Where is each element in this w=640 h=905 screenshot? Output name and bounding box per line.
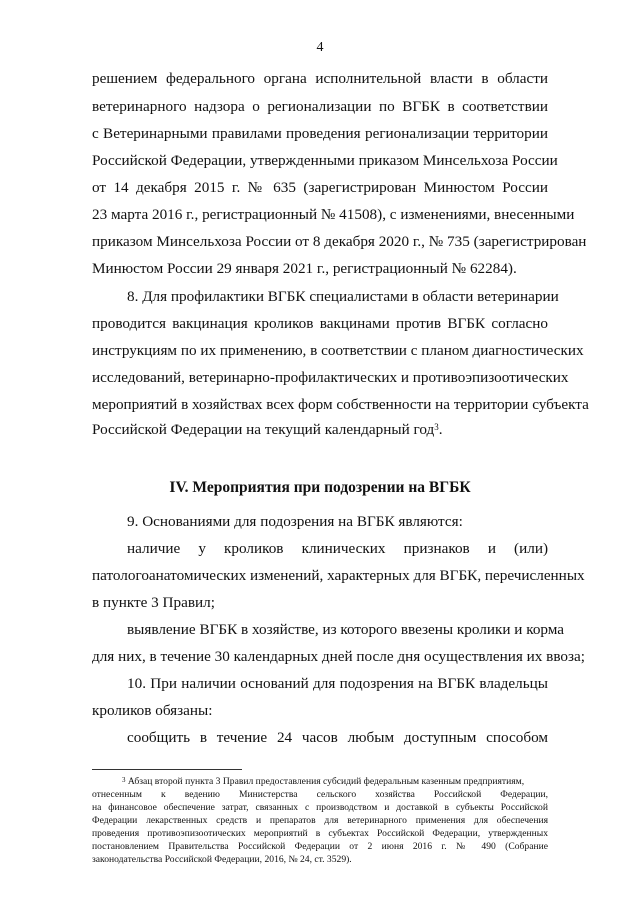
footnote-line: законодательства Российской Федерации, 2016, № 24, ст. 3529). <box>92 854 352 865</box>
text-line: проводится вакцинация кроликов вакцинами против ВГБК согласно <box>92 315 548 332</box>
footnote-line: на финансовое обеспечение затрат, связанных с производством и доставкой в субъекты Российской <box>92 802 548 813</box>
text-line: наличие у кроликов клинических признаков и (или) <box>127 540 548 557</box>
footnote-line: отнесенным к ведению Министерства сельского хозяйства Российской Федерации, <box>92 789 548 800</box>
text-line: 8. Для профилактики ВГБК специалистами в области ветеринарии <box>127 288 559 305</box>
text-segment: Абзац второй пункта 3 Правил предоставления субсидий федеральным казенным предприятиям, <box>127 776 525 787</box>
text-line: выявление ВГБК в хозяйстве, из которого ввезены кролики и корма <box>127 621 565 638</box>
footnote-line <box>92 776 548 789</box>
text-line: 9. Основаниями для подозрения на ВГБК являются: <box>127 513 463 530</box>
text-line: решением федерального органа исполнительной власти в области <box>92 70 548 87</box>
text-line: ветеринарного надзора о регионализации по ВГБК в соответствии <box>92 98 548 115</box>
section-heading: IV. Мероприятия при подозрении на ВГБК <box>169 479 471 496</box>
text-line: 23 марта 2016 г., регистрационный № 41508), с изменениями, внесенными <box>92 206 575 223</box>
text-line: исследований, ветеринарно-профилактических и противоэпизоотических <box>92 369 569 386</box>
footnote-line: проведения противоэпизоотических мероприятий в субъектах Российской Федерации, утвержденных <box>92 828 548 839</box>
text-line: мероприятий в хозяйствах всех форм собственности на территории субъекта <box>92 396 589 413</box>
footnote-reference: 3 <box>434 422 439 432</box>
page-number: 4 <box>316 40 324 55</box>
text-line: Российской Федерации на текущий календарный год$^3$. <box>92 421 443 438</box>
text-line: Минюстом России 29 января 2021 г., регистрационный № 62284). <box>92 260 517 277</box>
text-line: от 14 декабря 2015 г. № 635 (зарегистрирован Минюстом России <box>92 179 548 196</box>
footnote-line: постановлением Правительства Российской Федерации от 2 июня 2016 г. № 490 (Собрание <box>92 841 548 852</box>
text-line: патологоанатомических изменений, характерных для ВГБК, перечисленных <box>92 567 585 584</box>
text-line: кроликов обязаны: <box>92 702 213 719</box>
text-line: для них, в течение 30 календарных дней после дня осуществления их ввоза; <box>92 648 585 665</box>
text-line: инструкциям по их применению, в соответствии с планом диагностических <box>92 342 584 359</box>
text-segment: Российской Федерации на текущий календарный год <box>92 421 435 438</box>
text-line: в пункте 3 Правил; <box>92 594 215 611</box>
text-line: сообщить в течение 24 часов любым доступным способом <box>127 729 548 746</box>
text-line: с Ветеринарными правилами проведения регионализации территории <box>92 125 548 142</box>
footnote-line: Федерации лекарственных средств и препаратов для ветеринарного применения для обеспечения <box>92 815 548 826</box>
text-line: приказом Минсельхоза России от 8 декабря 2020 г., № 735 (зарегистрирован <box>92 233 587 250</box>
footnote-separator <box>92 769 242 770</box>
text-line: 10. При наличии оснований для подозрения на ВГБК владельцы <box>127 675 548 692</box>
footnote-number: 3 <box>122 776 126 784</box>
text-line: Российской Федерации, утвержденными приказом Минсельхоза России <box>92 152 558 169</box>
